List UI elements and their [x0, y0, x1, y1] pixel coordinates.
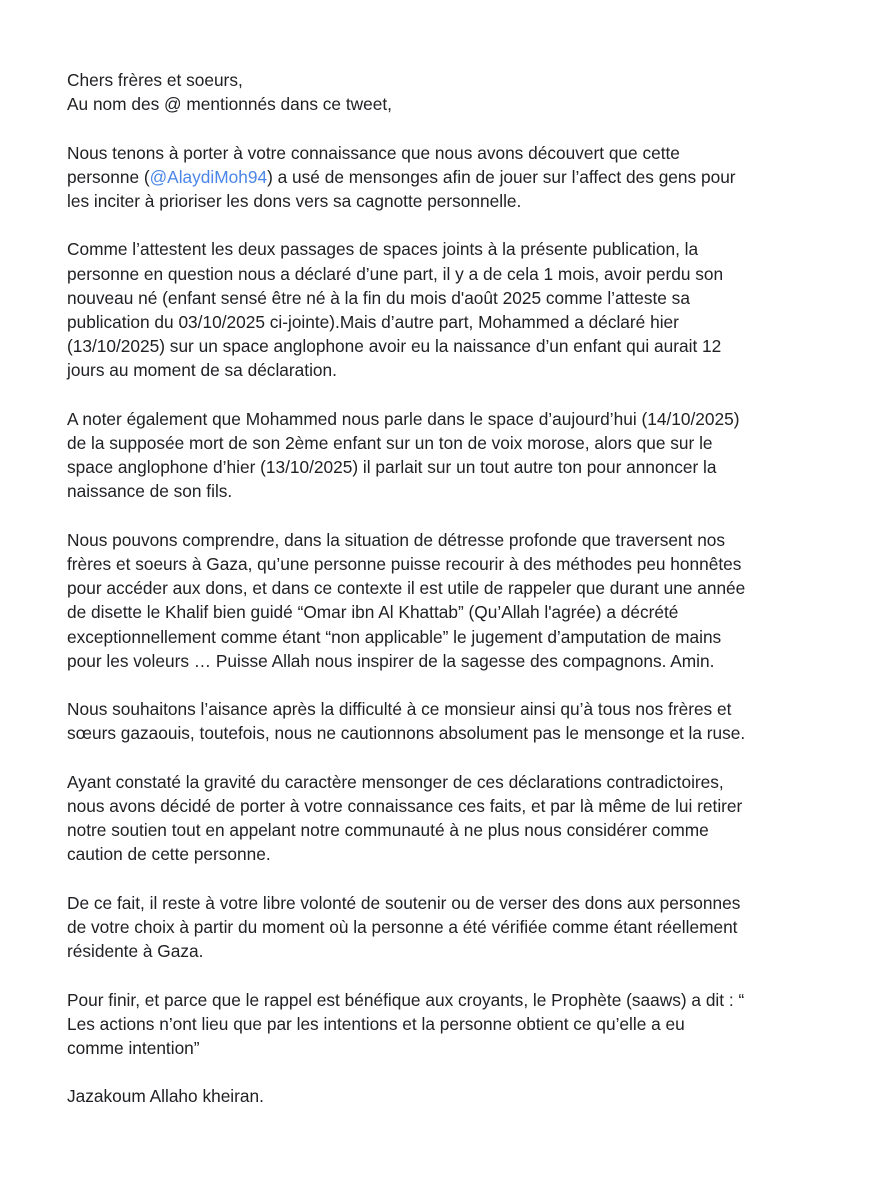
paragraph-accusation-start: Nous tenons à porter à votre connaissance que nous avons découvert que cette personne ( [67, 142, 680, 187]
paragraph-wishes: Nous souhaitons l’aisance après la difficulté à ce monsieur ainsi qu’à tous nos frères et sœurs gazaouis, toutefois, nous ne cautionnons absolument pas le mensonge et la ruse. [67, 699, 746, 744]
paragraph-decision: Ayant constaté la gravité du caractère mensonger de ces déclarations contradictoires, nous avons décidé de porter à votre connaissance ces faits, et par là même de lui retirer notre soutien tout en appelant notre communauté à ne plus nous considérer comme caution de cette personne. [67, 771, 743, 865]
user-mention-link[interactable]: @AlaydiMoh94 [149, 166, 268, 187]
closing: Jazakoum Allaho kheiran. [67, 1086, 264, 1107]
paragraph-hadith: Pour finir, et parce que le rappel est bénéfique aux croyants, le Prophète (saaws) a dit : “ Les actions n’ont lieu que par les intentions et la personne obtient ce qu’elle a eu comme intention” [67, 989, 745, 1058]
letter-body [67, 68, 847, 1133]
paragraph-evidence: Comme l’attestent les deux passages de spaces joints à la présente publication, la personne en question nous a déclaré d’une part, il y a de cela 1 mois, avoir perdu son nouveau né (enfant sensé être né à la fin du mois d'août 2025 comme l’atteste sa publication du 03/10/2025 ci-jointe).Mais d’autre part, Mohammed a déclaré hier (13/10/2025) sur un space anglophone avoir eu la naissance d’un enfant qui aurait 12 jours au moment de sa déclaration. [67, 239, 724, 381]
paragraph-accusation-end: ) a usé de mensonges afin de jouer sur l’affect des gens pour les inciter à prioriser les dons vers sa cagnotte personnelle. [67, 166, 736, 211]
paragraph-tone: A noter également que Mohammed nous parle dans le space d’aujourd’hui (14/10/2025) de la supposée mort de son 2ème enfant sur un ton de voix morose, alors que sur le space anglophone d’hier (13/10/2025) il parlait sur un tout autre ton pour annoncer la naissance de son fils. [67, 408, 740, 502]
paragraph-context: Nous pouvons comprendre, dans la situation de détresse profonde que traversent nos frères et soeurs à Gaza, qu’une personne puisse recourir à des méthodes peu honnêtes pour accéder aux dons, et dans ce contexte il est utile de rappeler que durant une année de disette le Khalif bien guidé “Omar ibn Al Khattab” (Qu’Allah l'agrée) a décrété exceptionnellement comme étant “non applicable” le jugement d’amputation de mains pour les voleurs … Puisse Allah nous inspirer de la sagesse des compagnons. Amin. [67, 529, 746, 671]
paragraph-accusation [67, 141, 847, 214]
paragraph-freedom: De ce fait, il reste à votre libre volonté de soutenir ou de verser des dons aux personnes de votre choix à partir du moment où la personne a été vérifiée comme étant réellement résidente à Gaza. [67, 892, 741, 962]
greeting: Chers frères et soeurs, Au nom des @ mentionnés dans ce tweet, [67, 70, 392, 115]
